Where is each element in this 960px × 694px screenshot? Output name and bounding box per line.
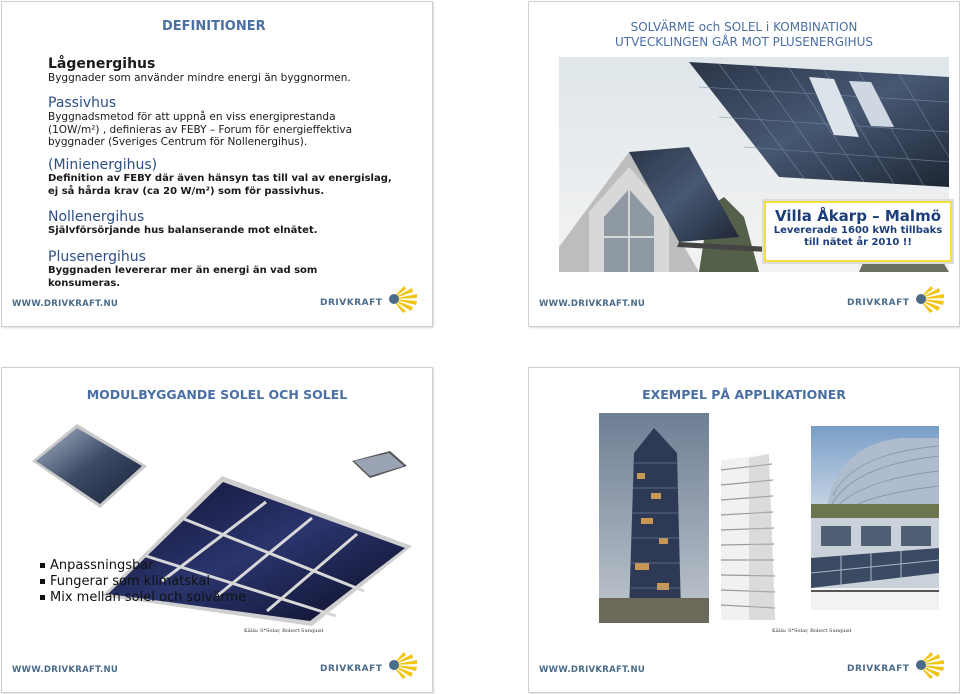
definition-term: Lågenergihus [48, 56, 156, 72]
dome-building-photo [811, 426, 939, 518]
feature-list [40, 558, 246, 606]
source-note: Källa: S*Solar, Robert Sunquist [772, 628, 852, 634]
brand-logo [320, 284, 420, 314]
slide-title: EXEMPEL PÅ APPLIKATIONER [642, 387, 846, 402]
feature-item: Anpassningsbar [40, 558, 246, 574]
slide-definitioner [1, 1, 433, 327]
definition-term: Plusenergihus [48, 249, 146, 265]
brand-text: DRIVKRAFT [847, 298, 910, 308]
villa-line1: Levererade 1600 kWh tillbaks [773, 225, 943, 236]
footer-url: WWW.DRIVKRAFT.NU [12, 665, 119, 675]
definition-passivhus [48, 95, 388, 149]
slide-applikationer [528, 367, 960, 693]
definition-desc: Byggnader som använder mindre energi än byggnormen. [48, 72, 351, 84]
drivkraft-logo-icon [388, 284, 420, 314]
brand-logo [847, 650, 947, 680]
stacked-building-photo [709, 450, 784, 622]
definition-plusenergihus [48, 249, 338, 290]
definition-nollenergihus [48, 209, 388, 238]
drivkraft-logo-icon [915, 284, 947, 314]
definition-desc: Självförsörjande hus balanserande mot elnätet. [48, 225, 318, 236]
villa-line2: till nätet år 2010 !! [804, 237, 912, 248]
slide-modulbyggande [1, 367, 433, 693]
feature-item: Fungerar som klimatskal [40, 574, 246, 590]
definition-desc: Byggnaden levererar mer än energi än vad som konsumeras. [48, 265, 318, 289]
facade-balcony-photo [811, 518, 939, 610]
slide-title [529, 20, 959, 50]
brand-text: DRIVKRAFT [847, 664, 910, 674]
brand-text: DRIVKRAFT [320, 298, 383, 308]
slide-title: MODULBYGGANDE SOLEL OCH SOLEL [86, 387, 348, 402]
definition-desc: Byggnadsmetod för att uppnå en viss energiprestanda (1OW/m²) , definieras av FEBY – Forum för energieffektiva byggnader (Sveriges Centrum för Nollenergihus). [48, 111, 353, 148]
drivkraft-logo-icon [388, 650, 420, 680]
source-note: Källa: S*Solar, Robert Sunquist [244, 628, 324, 634]
definition-term: Nollenergihus [48, 209, 145, 225]
tower-photo [599, 413, 709, 623]
brand-logo [847, 284, 947, 314]
villa-title: Villa Åkarp – Malmö [774, 207, 942, 225]
brand-text: DRIVKRAFT [320, 664, 383, 674]
definition-desc: Definition av FEBY där även hänsyn tas till val av energislag, ej så hårda krav (ca 20 W/m²) som för passivhus. [48, 173, 392, 197]
slide-title-line2: UTVECKLINGEN GÅR MOT PLUSENERGIHUS [614, 35, 874, 49]
brand-logo [320, 650, 420, 680]
slide-title: DEFINITIONER [162, 19, 266, 34]
feature-item: Mix mellan solel och solvärme [40, 590, 246, 606]
villa-callout [764, 201, 952, 262]
footer-url: WWW.DRIVKRAFT.NU [12, 299, 119, 309]
drivkraft-logo-icon [915, 650, 947, 680]
definition-term: Passivhus [48, 95, 117, 111]
definition-lagenergihus [48, 56, 351, 85]
slide-title-line1: SOLVÄRME och SOLEL i KOMBINATION [630, 20, 858, 34]
footer-url: WWW.DRIVKRAFT.NU [539, 665, 646, 675]
definition-term: (Minienergihus) [48, 157, 158, 173]
definition-minienergihus [48, 157, 393, 198]
footer-url: WWW.DRIVKRAFT.NU [539, 299, 646, 309]
slide-solvarme-solel [528, 1, 960, 327]
